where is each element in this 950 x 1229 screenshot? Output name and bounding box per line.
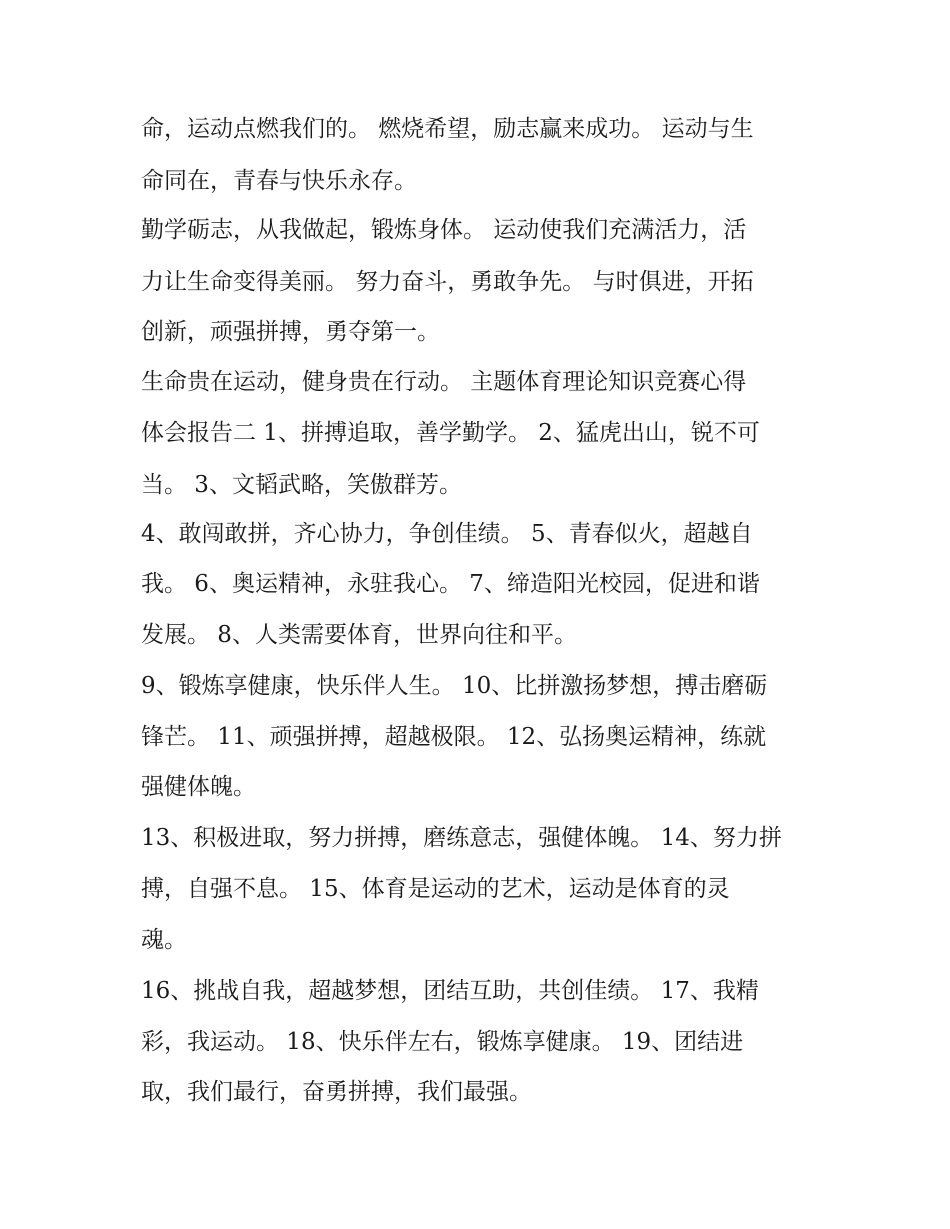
text-line: 创新，顽强拼搏，勇夺第一。	[141, 319, 440, 345]
text-line: 搏，自强不息。 15、体育是运动的艺术，运动是体育的灵	[141, 876, 730, 902]
text-line: 命，运动点燃我们的。 燃烧希望，励志赢来成功。 运动与生	[141, 116, 754, 142]
text-line: 生命贵在运动，健身贵在行动。 主题体育理论知识竞赛心得	[141, 369, 747, 395]
text-line: 力让生命变得美丽。 努力奋斗，勇敢争先。 与时俱进，开拓	[141, 269, 754, 295]
text-line: 4、敢闯敢拼，齐心协力，争创佳绩。 5、青春似火，超越自	[141, 521, 753, 547]
text-line: 体会报告二 1、拼搏追取，善学勤学。 2、猛虎出山，锐不可	[141, 420, 760, 446]
text-line: 9、锻炼享健康，快乐伴人生。 10、比拼激扬梦想，搏击磨砺	[141, 673, 768, 699]
text-line: 我。 6、奥运精神，永驻我心。 7、缔造阳光校园，促进和谐	[141, 571, 760, 597]
text-line: 强健体魄。	[141, 774, 256, 800]
text-line: 命同在，青春与快乐永存。	[141, 168, 417, 194]
text-line: 当。 3、文韬武略，笑傲群芳。	[141, 472, 462, 498]
text-line: 取，我们最行，奋勇拼搏，我们最强。	[141, 1079, 532, 1105]
text-line: 魂。	[141, 927, 187, 953]
text-line: 13、积极进取，努力拼搏，磨练意志，强健体魄。 14、努力拼	[141, 825, 782, 851]
text-line: 彩，我运动。 18、快乐伴左右，锻炼享健康。 19、团结进	[141, 1029, 744, 1055]
text-line: 发展。 8、人类需要体育，世界向往和平。	[141, 622, 577, 648]
text-line: 勤学砺志，从我做起，锻炼身体。 运动使我们充满活力，活	[141, 217, 747, 243]
text-line: 16、挑战自我，超越梦想，团结互助，共创佳绩。 17、我精	[141, 978, 759, 1004]
text-line: 锋芒。 11、顽强拼搏，超越极限。 12、弘扬奥运精神，练就	[141, 724, 767, 750]
